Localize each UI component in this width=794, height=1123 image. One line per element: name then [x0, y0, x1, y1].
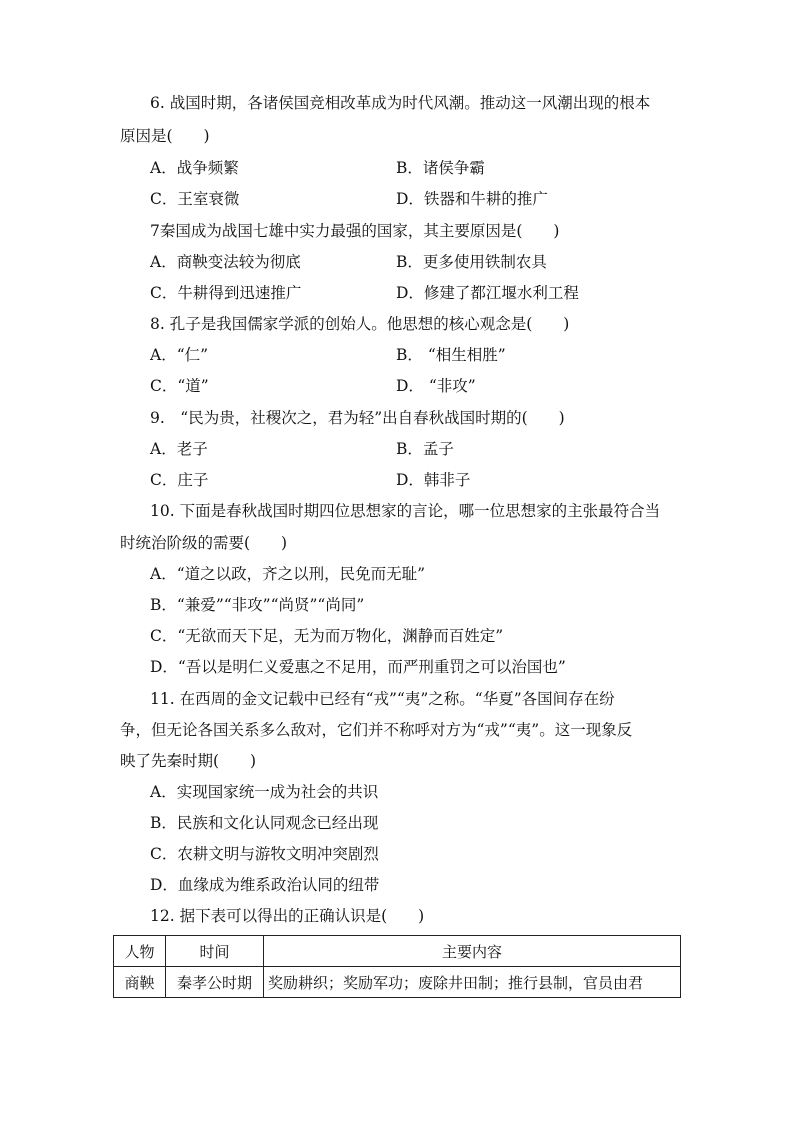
- q7-option-a: A．商鞅变法较为彻底: [150, 253, 301, 271]
- q6-option-a: A．战争频繁: [150, 159, 239, 177]
- q7-option-d: D．修建了都江堰水利工程: [396, 284, 579, 302]
- q11-option-b: B．民族和文化认同观念已经出现: [150, 814, 379, 832]
- q11-option-a: A．实现国家统一成为社会的共识: [150, 783, 379, 801]
- q7-option-c: C．牛耕得到迅速推广: [150, 284, 302, 302]
- q12-stem: 12. 据下表可以得出的正确认识是( ): [150, 907, 425, 925]
- q6-stem-line1: 6. 战国时期，各诸侯国竞相改革成为时代风潮。推动这一风潮出现的根本: [150, 94, 651, 112]
- q8-option-a: A．“仁”: [150, 346, 209, 364]
- q9-option-a: A．老子: [150, 440, 208, 458]
- q11-stem-line2: 争，但无论各国关系多么敌对，它们并不称呼对方为“戎”“夷”。这一现象反: [120, 721, 633, 739]
- q9-stem: 9. “民为贵，社稷次之，君为轻”出自春秋战国时期的( ): [150, 409, 565, 427]
- q7-stem: 7秦国成为战国七雄中实力最强的国家，其主要原因是( ): [150, 222, 560, 240]
- table-header-cell: 时间: [166, 936, 264, 967]
- q6-option-c: C．王室衰微: [150, 190, 240, 208]
- q10-option-d: D．“吾以是明仁义爱惠之不足用，而严刑重罚之可以治国也”: [150, 658, 566, 676]
- q10-option-c: C．“无欲而天下足，无为而万物化，渊静而百姓定”: [150, 627, 504, 645]
- q8-option-b: B． “相生相胜”: [396, 346, 506, 364]
- q8-option-d: D． “非攻”: [396, 377, 476, 395]
- q9-option-d: D．韩非子: [396, 471, 471, 489]
- table-header-row: [114, 936, 681, 967]
- q7-option-b: B．更多使用铁制农具: [396, 253, 547, 271]
- q6-option-b: B．诸侯争霸: [396, 159, 485, 177]
- q6-option-d: D．铁器和牛耕的推广: [396, 190, 548, 208]
- table-header-cell: 人物: [114, 936, 166, 967]
- table-cell: 秦孝公时期: [166, 967, 264, 998]
- q10-stem-line2: 时统治阶级的需要( ): [120, 534, 288, 552]
- q10-option-a: A．“道之以政，齐之以刑，民免而无耻”: [150, 565, 426, 583]
- table-cell: 奖励耕织；奖励军功；废除井田制；推行县制，官员由君: [264, 967, 681, 998]
- q9-option-c: C．庄子: [150, 471, 209, 489]
- table-header-cell: 主要内容: [264, 936, 681, 967]
- table-cell: 商鞅: [114, 967, 166, 998]
- q11-option-c: C．农耕文明与游牧文明冲突剧烈: [150, 845, 379, 863]
- q8-option-c: C．“道”: [150, 377, 209, 395]
- q11-stem-line1: 11. 在西周的金文记载中已经有“戎”“夷”之称。“华夏”各国间存在纷: [150, 690, 615, 708]
- q11-option-d: D．血缘成为维系政治认同的纽带: [150, 876, 380, 894]
- q9-option-b: B．孟子: [396, 440, 454, 458]
- table-row: [114, 967, 681, 998]
- q10-option-b: B．“兼爱”“非攻”“尚贤”“尚同”: [150, 596, 365, 614]
- q10-stem-line1: 10. 下面是春秋战国时期四位思想家的言论，哪一位思想家的主张最符合当: [150, 502, 661, 520]
- q8-stem: 8. 孔子是我国儒家学派的创始人。他思想的核心观念是( ): [150, 315, 570, 333]
- q11-stem-line3: 映了先秦时期( ): [120, 752, 257, 770]
- q6-stem-line2: 原因是( ): [120, 127, 210, 145]
- q12-table: [113, 935, 681, 998]
